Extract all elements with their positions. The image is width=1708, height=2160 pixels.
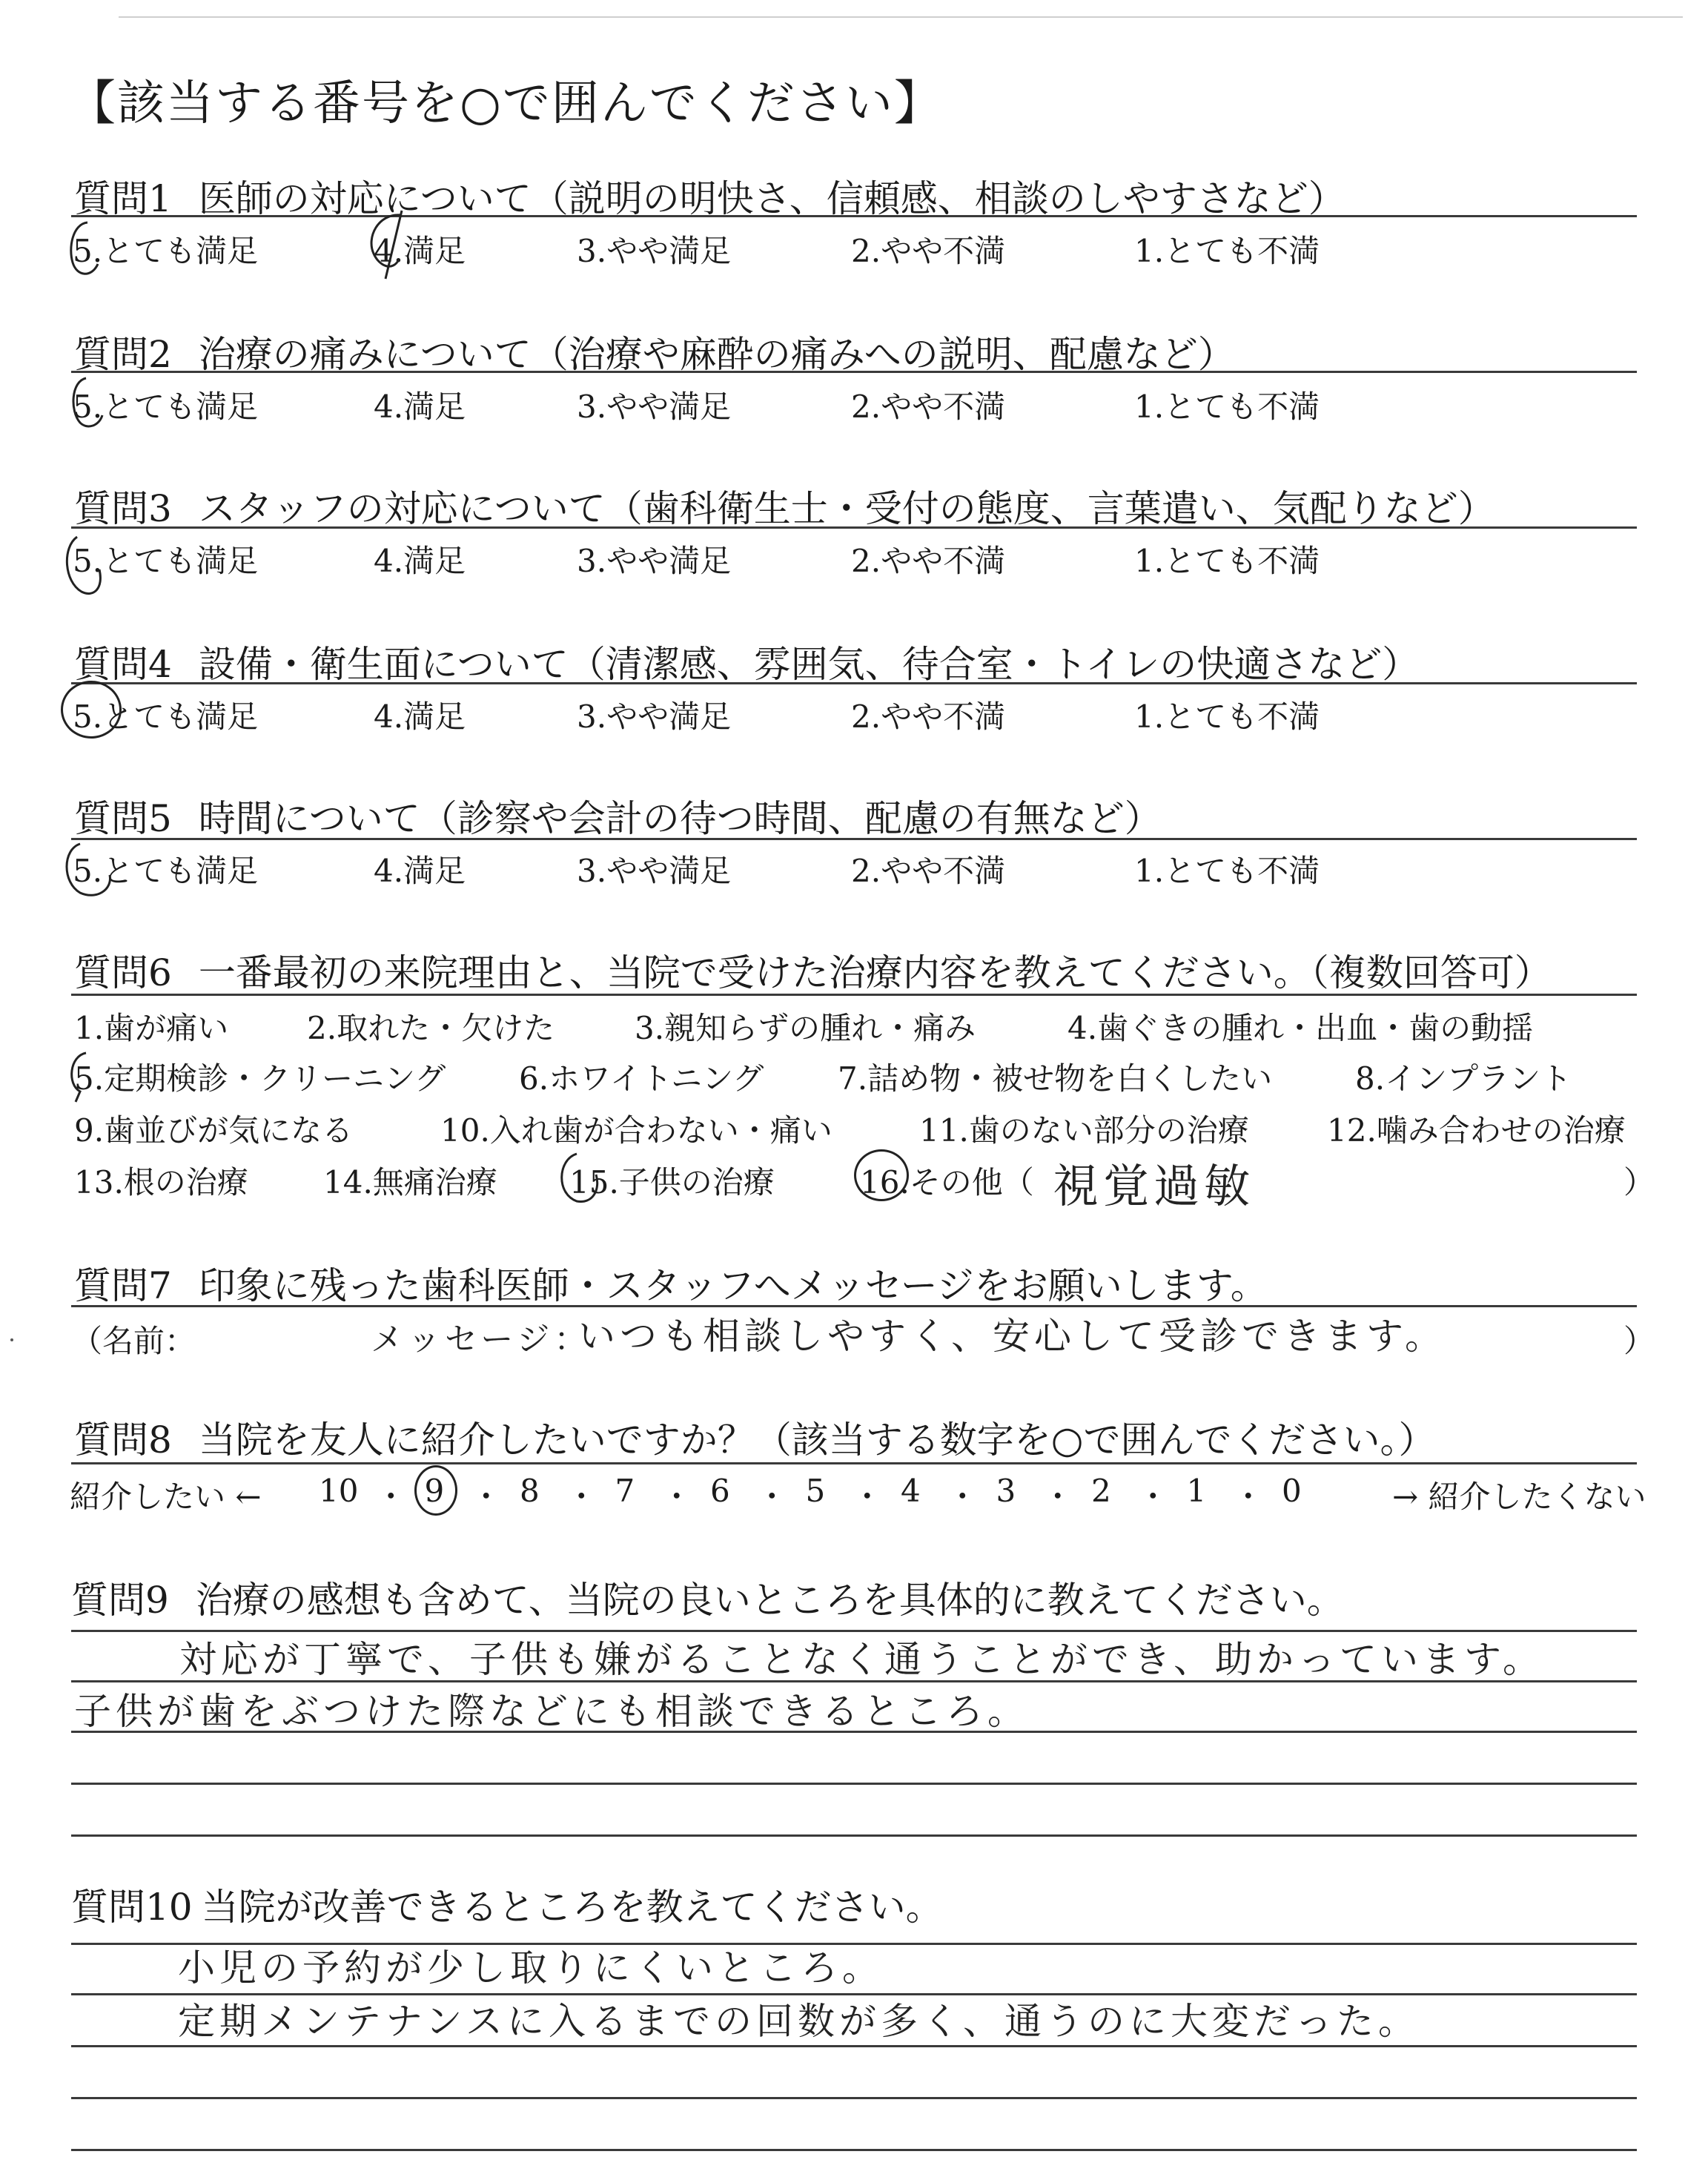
- q1-label: 質問1: [74, 177, 172, 220]
- q2-option-4[interactable]: 4.満足: [374, 389, 466, 425]
- q8-scale-separator: ・: [375, 1479, 407, 1515]
- q2-text: 治療の痛みについて（治療や麻酔の痛みへの説明、配慮など）: [198, 333, 1235, 376]
- q8-label: 質問8: [74, 1418, 172, 1462]
- q6-option-9[interactable]: 9.歯並びが気になる: [74, 1112, 354, 1149]
- q8-scale-value-2[interactable]: 2: [1091, 1473, 1111, 1509]
- q5-label: 質問5: [74, 797, 172, 840]
- q4-option-2[interactable]: 2.やや不満: [851, 698, 1006, 735]
- q6-option-5[interactable]: 5.定期検診・クリーニング: [74, 1060, 446, 1097]
- q8-scale-separator: ・: [756, 1479, 788, 1515]
- q8-rule: [71, 1462, 1637, 1464]
- scan-speck: [10, 1338, 13, 1341]
- q6-option-10[interactable]: 10.入れ歯が合わない・痛い: [440, 1112, 833, 1149]
- q6-15-circle-mark: [552, 1149, 611, 1209]
- q8-selected-circle-mark: [414, 1465, 457, 1516]
- q6-5-circle-mark: [64, 1047, 116, 1106]
- q3-header: [74, 479, 1495, 532]
- page-top-border: [119, 16, 1683, 18]
- q8-scale-value-1[interactable]: 1: [1186, 1473, 1207, 1509]
- q6-16-circle-mark: [854, 1149, 909, 1201]
- q8-scale-separator: ・: [566, 1479, 598, 1515]
- q10-text: 当院が改善できるところを教えてください。: [201, 1886, 943, 1929]
- q2-option-5[interactable]: 5.とても満足: [73, 389, 259, 425]
- q1-option-4[interactable]: 4.満足: [374, 233, 466, 269]
- q6-option-15[interactable]: 15.子供の治療: [569, 1164, 775, 1200]
- q5-text: 時間について（診察や会計の待つ時間、配慮の有無など）: [198, 797, 1162, 840]
- form-title: 【該当する番号を○で囲んでください】: [68, 76, 943, 131]
- q3-option-3[interactable]: 3.やや満足: [577, 543, 732, 579]
- q10-header: [71, 1877, 943, 1931]
- q8-scale-separator: ・: [661, 1479, 692, 1515]
- q8-scale-separator: ・: [947, 1479, 979, 1515]
- q10-label: 質問10: [71, 1886, 193, 1929]
- q1-circle-mark: [65, 218, 107, 280]
- q8-scale-separator: ・: [1042, 1479, 1073, 1515]
- q1-rule: [71, 215, 1637, 217]
- q4-option-3[interactable]: 3.やや満足: [577, 698, 732, 735]
- q10-answer-line-1: 小児の予約が少し取りにくいところ。: [178, 1946, 884, 1989]
- q2-label: 質問2: [74, 333, 172, 376]
- q8-scale-value-5[interactable]: 5: [805, 1473, 826, 1509]
- q2-option-1[interactable]: 1.とても不満: [1134, 389, 1320, 425]
- q3-option-4[interactable]: 4.満足: [374, 543, 466, 579]
- q6-option-4[interactable]: 4.歯ぐきの腫れ・出血・歯の動揺: [1068, 1010, 1534, 1046]
- q4-rule: [71, 682, 1637, 684]
- q8-scale-separator: ・: [1137, 1479, 1169, 1515]
- q1-option-2[interactable]: 2.やや不満: [851, 233, 1006, 269]
- q4-option-5[interactable]: 5.とても満足: [73, 698, 259, 735]
- q9-header: [71, 1571, 1344, 1624]
- q6-option-2[interactable]: 2.取れた・欠けた: [307, 1010, 555, 1046]
- q7-header: [74, 1256, 1268, 1309]
- q7-name-label: （名前：: [71, 1323, 196, 1359]
- q9-label: 質問9: [71, 1579, 169, 1622]
- q3-label: 質問3: [74, 487, 172, 530]
- q1-text: 医師の対応について（説明の明快さ、信頼感、相談のしやすさなど）: [198, 177, 1345, 220]
- q8-scale-value-9[interactable]: 9: [424, 1473, 445, 1509]
- q8-header: [74, 1410, 1435, 1464]
- q6-header: [74, 943, 1552, 997]
- q4-header: [74, 635, 1419, 688]
- q3-option-1[interactable]: 1.とても不満: [1134, 543, 1320, 579]
- q6-option-8[interactable]: 8.インプラント: [1355, 1060, 1572, 1097]
- q6-option-7[interactable]: 7.詰め物・被せ物を白くしたい: [838, 1060, 1273, 1097]
- q6-option-1[interactable]: 1.歯が痛い: [74, 1010, 229, 1046]
- q2-option-2[interactable]: 2.やや不満: [851, 389, 1006, 425]
- q4-text: 設備・衛生面について（清潔感、雰囲気、待合室・トイレの快適さなど）: [198, 643, 1420, 686]
- q8-scale-separator: ・: [851, 1479, 883, 1515]
- q6-option-6[interactable]: 6.ホワイトニング: [519, 1060, 764, 1097]
- q5-rule: [71, 838, 1637, 840]
- q5-header: [74, 789, 1162, 842]
- q5-option-2[interactable]: 2.やや不満: [851, 853, 1006, 889]
- q3-option-2[interactable]: 2.やや不満: [851, 543, 1006, 579]
- q1-option-1[interactable]: 1.とても不満: [1134, 233, 1320, 269]
- q2-rule: [71, 371, 1637, 373]
- q8-scale-separator: ・: [470, 1479, 502, 1515]
- q10-rule-4: [71, 2097, 1637, 2099]
- q7-text: 印象に残った歯科医師・スタッフへメッセージをお願いします。: [198, 1264, 1268, 1307]
- q3-rule: [71, 526, 1637, 529]
- q9-answer-line-2: 子供が歯をぶつけた際などにも相談できるところ。: [74, 1690, 1029, 1733]
- q7-message-label: メッセージ：: [371, 1321, 592, 1358]
- q7-label: 質問7: [74, 1264, 172, 1307]
- q9-answer-line-1: 対応が丁寧で、子供も嫌がることなく通うことができ、助かっています。: [179, 1638, 1544, 1681]
- q6-label: 質問6: [74, 951, 172, 994]
- q8-text: 当院を友人に紹介したいですか？（該当する数字を○で囲んでください。）: [198, 1418, 1436, 1462]
- q5-option-5[interactable]: 5.とても満足: [73, 853, 259, 889]
- q3-text: スタッフの対応について（歯科衛生士・受付の態度、言葉遣い、気配りなど）: [198, 487, 1495, 530]
- q7-message-handwritten: いつも相談しやすく、安心して受診できます。: [578, 1315, 1446, 1358]
- q8-right-label: → 紹介したくない: [1392, 1479, 1646, 1515]
- q5-option-4[interactable]: 4.満足: [374, 853, 466, 889]
- q8-scale-value-7[interactable]: 7: [615, 1473, 635, 1509]
- q5-option-3[interactable]: 3.やや満足: [577, 853, 732, 889]
- q2-circle-mark: [65, 374, 117, 440]
- q4-label: 質問4: [74, 643, 172, 686]
- q5-option-1[interactable]: 1.とても不満: [1134, 853, 1320, 889]
- q9-text: 治療の感想も含めて、当院の良いところを具体的に教えてください。: [195, 1579, 1344, 1622]
- q4-circle-mark: [61, 681, 122, 739]
- q6-other-close: ）: [1623, 1164, 1655, 1200]
- q1-option-5[interactable]: 5.とても満足: [73, 233, 259, 269]
- q8-scale-value-8[interactable]: 8: [520, 1473, 540, 1509]
- q3-option-5[interactable]: 5.とても満足: [73, 543, 259, 579]
- q2-option-3[interactable]: 3.やや満足: [577, 389, 732, 425]
- q6-rule: [71, 994, 1637, 996]
- q8-scale-value-6[interactable]: 6: [710, 1473, 730, 1509]
- q8-scale-value-0[interactable]: 0: [1282, 1473, 1302, 1509]
- q8-scale-separator: ・: [1232, 1479, 1264, 1515]
- q10-rule-3: [71, 2045, 1637, 2047]
- q6-option-11[interactable]: 11.歯のない部分の治療: [919, 1112, 1249, 1149]
- q8-left-label: 紹介したい ←: [70, 1479, 262, 1515]
- q6-option-13[interactable]: 13.根の治療: [74, 1164, 248, 1200]
- q10-rule-5: [71, 2149, 1637, 2151]
- q8-scale-value-4[interactable]: 4: [901, 1473, 921, 1509]
- q4-option-1[interactable]: 1.とても不満: [1134, 698, 1320, 735]
- q6-option-12[interactable]: 12.噛み合わせの治療: [1327, 1112, 1626, 1149]
- q10-answer-line-2: 定期メンテナンスに入るまでの回数が多く、通うのに大変だった。: [178, 2000, 1420, 2043]
- q8-scale-value-10[interactable]: 10: [319, 1473, 359, 1509]
- q6-option-3[interactable]: 3.親知らずの腫れ・痛み: [635, 1010, 976, 1046]
- q9-rule-5: [71, 1834, 1637, 1837]
- q6-text: 一番最初の来院理由と、当院で受けた治療内容を教えてください。（複数回答可）: [198, 951, 1552, 994]
- q3-circle-mark: [59, 529, 119, 604]
- q4-option-4[interactable]: 4.満足: [374, 698, 466, 735]
- q6-option-14[interactable]: 14.無痛治療: [323, 1164, 497, 1200]
- q5-circle-mark: [58, 838, 125, 905]
- q7-close: ）: [1623, 1323, 1655, 1359]
- q1-option-3[interactable]: 3.やや満足: [577, 233, 732, 269]
- q6-option-16[interactable]: 16.その他（: [860, 1164, 1034, 1200]
- q8-scale-value-3[interactable]: 3: [996, 1473, 1016, 1509]
- q1-selection-mark: [356, 208, 423, 282]
- q9-rule-4: [71, 1783, 1637, 1785]
- q6-other-handwritten: 視覚過敏: [1053, 1159, 1255, 1213]
